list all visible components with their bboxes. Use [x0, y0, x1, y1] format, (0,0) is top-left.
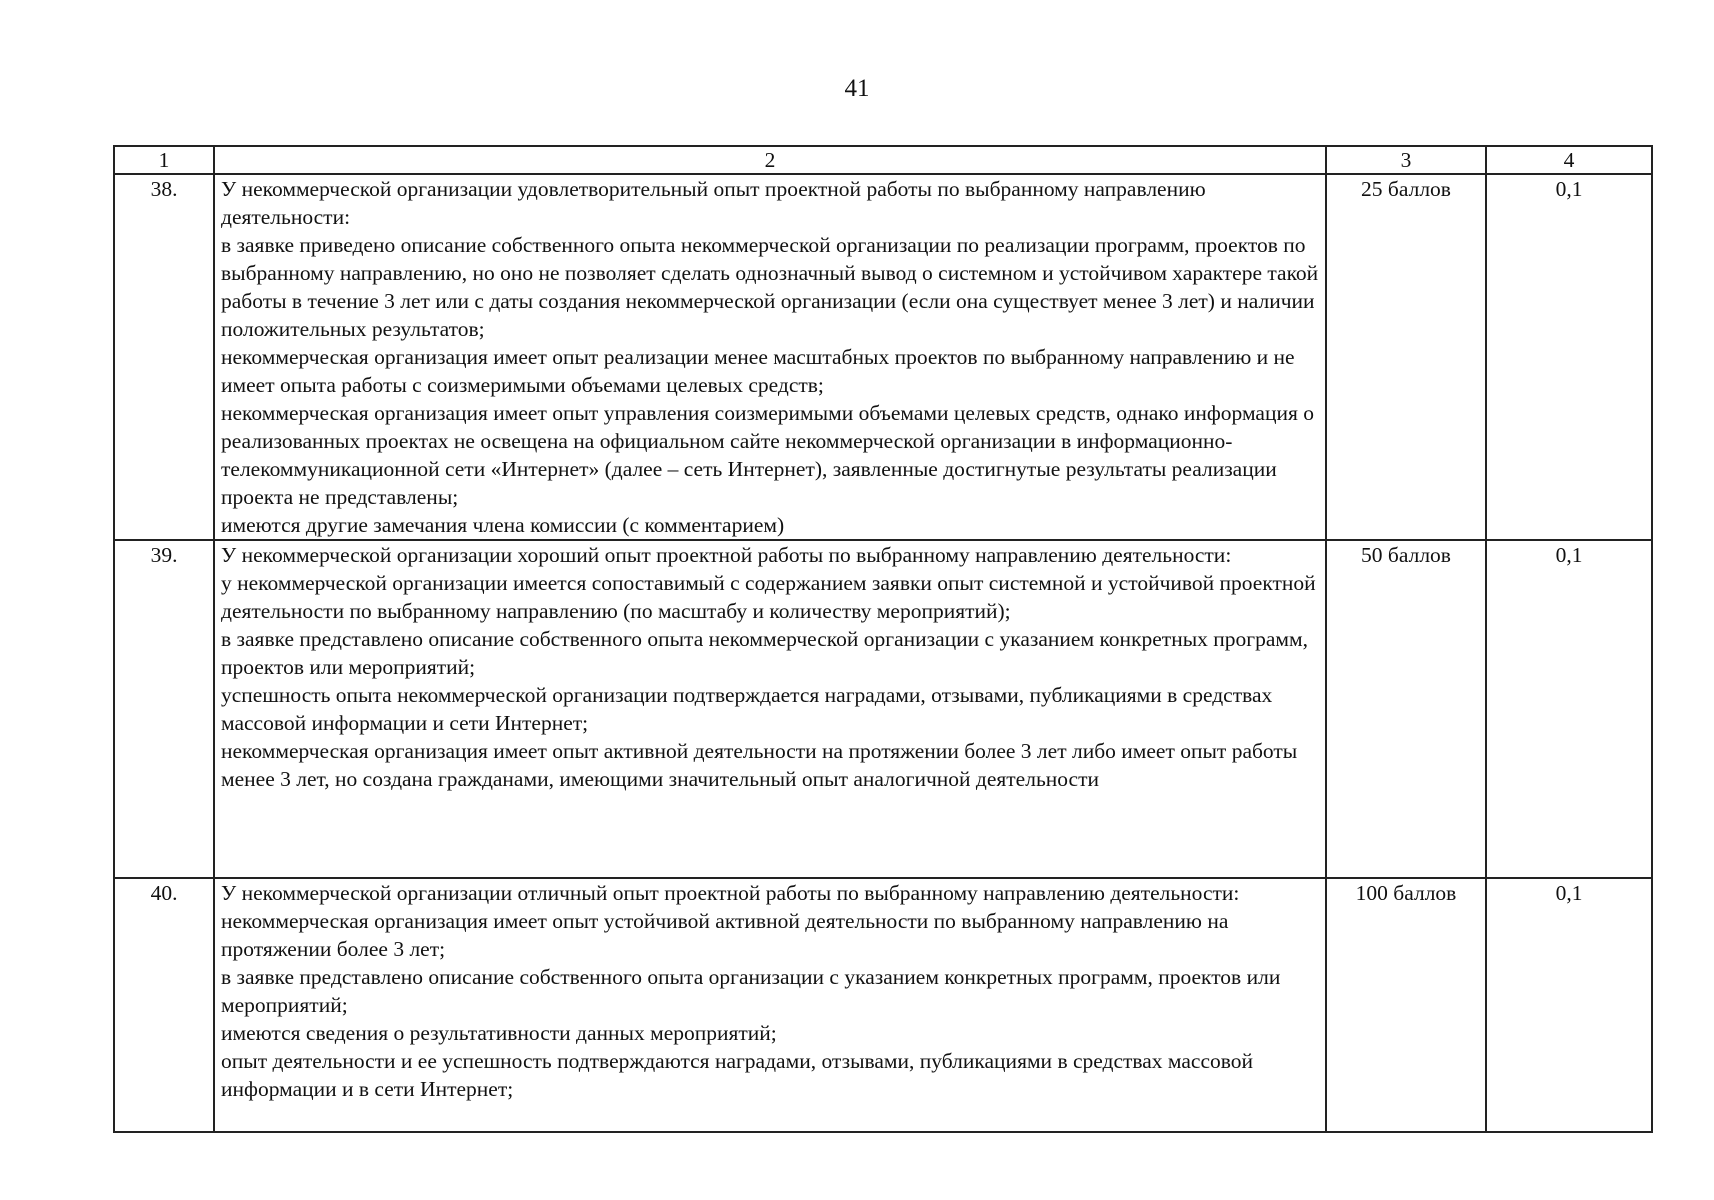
header-row	[114, 146, 1652, 174]
description-line: У некоммерческой организации отличный опыт проектной работы по выбранному направлению деятельности:	[221, 881, 1240, 905]
table-row	[114, 174, 1652, 540]
description-line: имеются другие замечания члена комиссии (с комментарием)	[221, 513, 785, 537]
description-line: у некоммерческой организации имеется сопоставимый с содержанием заявки опыт системной и устойчивой проектной деятельности по выбранному направлению (по масштабу и количеству мероприятий);	[221, 571, 1316, 623]
description-line: некоммерческая организация имеет опыт активной деятельности на протяжении более 3 лет либо имеет опыт работы менее 3 лет, но создана гражданами, имеющими значительный опыт аналогичной деятельности	[221, 739, 1298, 791]
table-row	[114, 540, 1652, 878]
row-number: 40.	[114, 878, 214, 1132]
score-cell: 100 баллов	[1326, 878, 1486, 1132]
description-line: в заявке приведено описание собственного опыта некоммерческой организации по реализации программ, проектов по выбранному направлению, но оно не позволяет сделать однозначный вывод о системном и устойчивом характере такой работы в течение 3 лет или с даты создания некоммерческой организации (если она существует менее 3 лет) и наличии положительных результатов;	[221, 233, 1319, 341]
description-line: некоммерческая организация имеет опыт устойчивой активной деятельности по выбранному направлению на протяжении более 3 лет;	[221, 909, 1229, 961]
criterion-description	[214, 174, 1326, 540]
criteria-table	[113, 145, 1653, 1133]
page-number: 41	[844, 75, 870, 102]
header-col-2: 2	[214, 146, 1326, 174]
header-col-1: 1	[114, 146, 214, 174]
weight-cell: 0,1	[1486, 540, 1652, 878]
row-number: 38.	[114, 174, 214, 540]
description-line: в заявке представлено описание собственного опыта организации с указанием конкретных программ, проектов или мероприятий;	[221, 965, 1281, 1017]
score-cell: 25 баллов	[1326, 174, 1486, 540]
row-number: 39.	[114, 540, 214, 878]
description-line: успешность опыта некоммерческой организации подтверждается наградами, отзывами, публикациями в средствах массовой информации и сети Интернет;	[221, 683, 1273, 735]
description-line: имеются сведения о результативности данных мероприятий;	[221, 1021, 777, 1045]
table-row	[114, 878, 1652, 1132]
weight-cell: 0,1	[1486, 174, 1652, 540]
criterion-description	[214, 540, 1326, 878]
header-col-4: 4	[1486, 146, 1652, 174]
description-line: У некоммерческой организации удовлетворительный опыт проектной работы по выбранному направлению деятельности:	[221, 177, 1206, 229]
description-line: в заявке представлено описание собственного опыта некоммерческой организации с указанием конкретных программ, проектов или мероприятий;	[221, 627, 1308, 679]
header-col-3: 3	[1326, 146, 1486, 174]
description-line: У некоммерческой организации хороший опыт проектной работы по выбранному направлению деятельности:	[221, 543, 1232, 567]
description-line: некоммерческая организация имеет опыт управления соизмеримыми объемами целевых средств, однако информация о реализованных проектах не освещена на официальном сайте некоммерческой организации в информационно-телекоммуникационной сети «Интернет» (далее – сеть Интернет), заявленные достигнутые результаты реализации проекта не представлены;	[221, 401, 1315, 509]
score-cell: 50 баллов	[1326, 540, 1486, 878]
description-line: опыт деятельности и ее успешность подтверждаются наградами, отзывами, публикациями в средствах массовой информации и в сети Интернет;	[221, 1049, 1254, 1101]
criterion-description	[214, 878, 1326, 1132]
description-line: некоммерческая организация имеет опыт реализации менее масштабных проектов по выбранному направлению и не имеет опыта работы с соизмеримыми объемами целевых средств;	[221, 345, 1295, 397]
weight-cell: 0,1	[1486, 878, 1652, 1132]
